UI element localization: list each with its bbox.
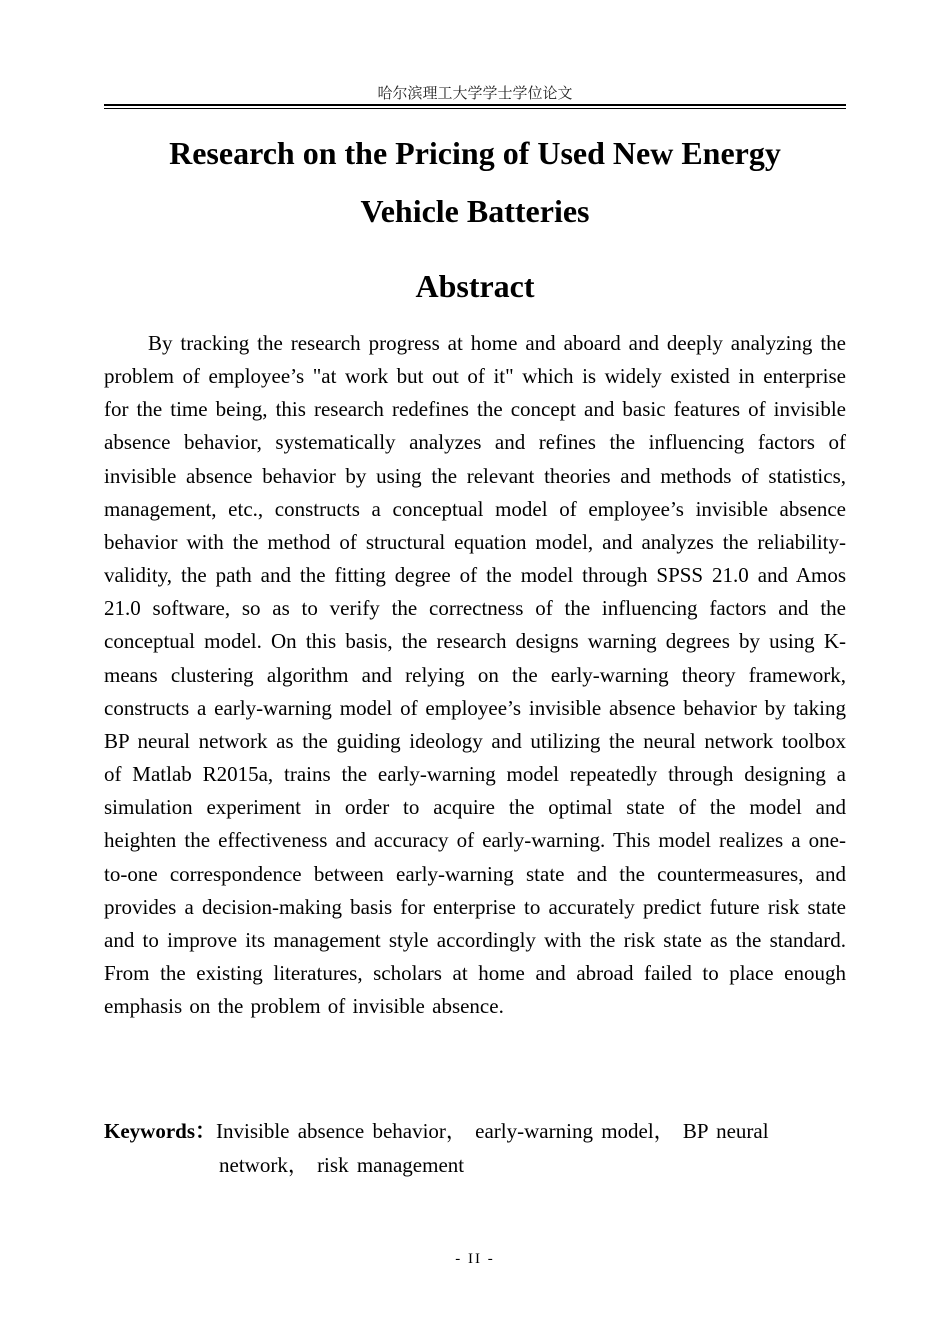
abstract-heading: Abstract [415,268,535,304]
thesis-title [104,124,846,240]
page-number: - II - [455,1251,495,1267]
keywords-block [104,1114,824,1182]
keywords-text: Invisible absence behavior， early-warning model， BP neural network， risk management [216,1119,769,1177]
keywords-label: Keywords： [104,1119,216,1143]
thesis-title-line-1: Research on the Pricing of Used New Energy [169,135,781,171]
abstract-paragraph: By tracking the research progress at home and aboard and deeply analyzing the problem of employee’s "at work but out of it" which is widely existed in enterprise for the time being, this research redefines the concept and basic features of invisible absence behavior, systematically analyzes and refines the influencing factors of invisible absence behavior by using the relevant theories and methods of statistics, management, etc., constructs a conceptual model of employee’s invisible absence behavior with the method of structural equation model, and analyzes the reliability-validity, the path and the fitting degree of the model through SPSS 21.0 and Amos 21.0 software, so as to verify the correctness of the influencing factors and the conceptual model. On this basis, the research designs warning degrees by using K-means clustering algorithm and relying on the early-warning theory framework, constructs a early-warning model of employee’s invisible absence behavior by taking BP neural network as the guiding ideology and utilizing the neural network toolbox of Matlab R2015a, trains the early-warning model repeatedly through designing a simulation experiment in order to acquire the optimal state of the model and heighten the effectiveness and accuracy of early-warning. This model realizes a one-to-one correspondence between early-warning state and the countermeasures, and provides a decision-making basis for enterprise to accurately predict future risk state and to improve its management style accordingly with the risk state as the standard. From the existing literatures, scholars at home and abroad failed to place enough emphasis on the problem of invisible absence. [104,331,846,1019]
running-header: 哈尔滨理工大学学士学位论文 [377,84,573,102]
thesis-title-line-2: Vehicle Batteries [360,193,590,229]
header-double-rule [104,104,846,109]
